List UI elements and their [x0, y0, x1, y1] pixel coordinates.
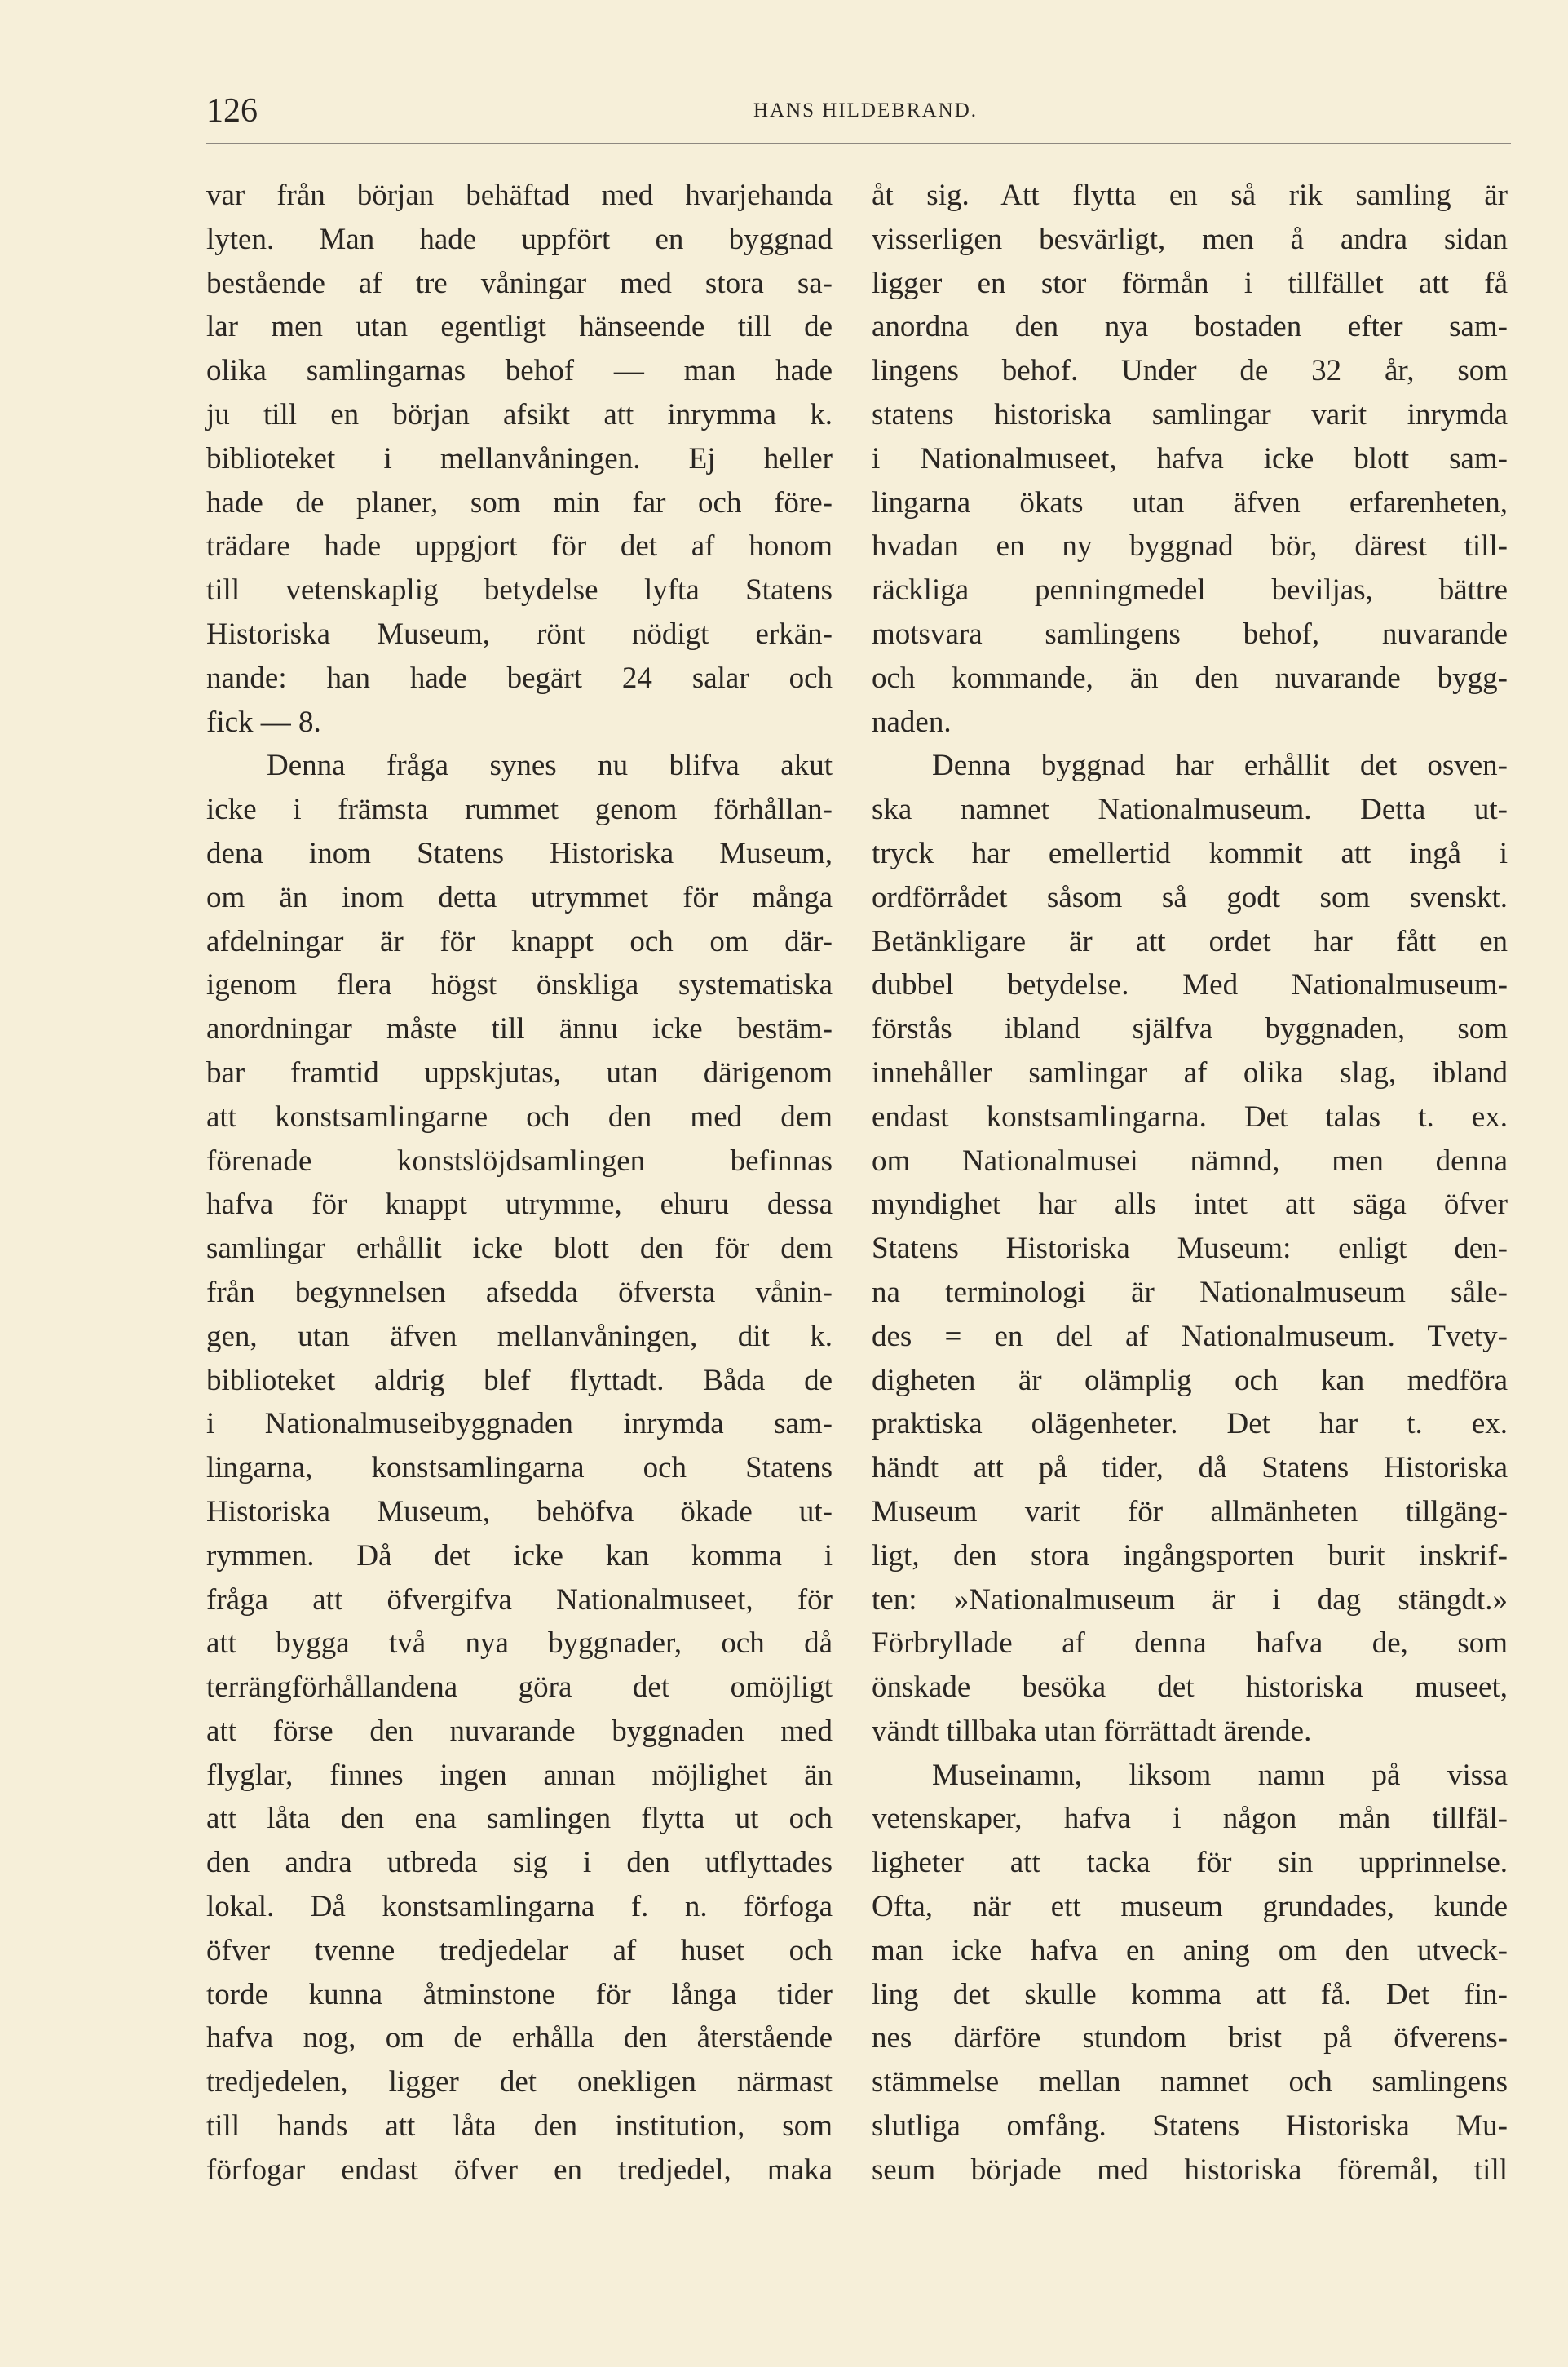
text-line: hvadan en ny byggnad bör, därest till- — [872, 529, 1508, 564]
text-line: i Nationalmuseibyggnaden inrymda sam- — [206, 1407, 833, 1441]
text-line: var från början behäftad med hvarjehanda — [206, 179, 833, 212]
text-line: rymmen. Då det icke kan komma i — [206, 1538, 833, 1573]
text-line: ling det skulle komma att få. Det fin- — [872, 1977, 1508, 2011]
text-line: förstås ibland själfva byggnaden, som — [872, 1012, 1508, 1046]
running-title: HANS HILDEBRAND. — [753, 100, 978, 122]
text-line: Museum varit för allmänheten tillgäng- — [872, 1494, 1508, 1529]
text-line: statens historiska samlingar varit inrymda — [872, 397, 1508, 431]
text-line: ska namnet Nationalmuseum. Detta ut- — [872, 793, 1508, 827]
text-line: att förse den nuvarande byggnaden med — [206, 1714, 833, 1748]
text-line: samlingar erhållit icke blott den för dem — [206, 1232, 833, 1266]
text-line: om än inom detta utrymmet för många — [206, 880, 833, 914]
text-line: digheten är olämplig och kan medföra — [872, 1363, 1508, 1397]
text-line: dubbel betydelse. Med Nationalmuseum- — [872, 968, 1508, 1002]
text-line: förenade konstslöjdsamlingen befinnas — [206, 1144, 833, 1178]
text-line: afdelningar är för knappt och om där- — [206, 924, 833, 958]
text-line: att konstsamlingarne och den med dem — [206, 1099, 833, 1134]
text-line: lingens behof. Under de 32 år, som — [872, 354, 1508, 388]
text-line: lokal. Då konstsamlingarna f. n. förfoga — [206, 1890, 833, 1924]
text-line: anordningar måste till ännu icke bestäm- — [206, 1012, 833, 1046]
text-line: åt sig. Att flytta en så rik samling är — [872, 179, 1508, 212]
text-line: lingarna ökats utan äfven erfarenheten, — [872, 485, 1508, 520]
text-line: ordförrådet såsom så godt som svenskt. — [872, 880, 1508, 914]
text-line: man icke hafva en aning om den utveck- — [872, 1933, 1508, 1967]
text-line: visserligen besvärligt, men å andra sidan — [872, 222, 1508, 256]
text-line: lingarna, konstsamlingarna och Statens — [206, 1451, 833, 1485]
text-line: seum började med historiska föremål, till — [872, 2152, 1508, 2187]
text-line: innehåller samlingar af olika slag, ibland — [872, 1055, 1508, 1090]
text-line: hafva nog, om de erhålla den återstående — [206, 2021, 833, 2055]
text-line: att låta den ena samlingen flytta ut och — [206, 1802, 833, 1836]
text-line: och kommande, än den nuvarande bygg- — [872, 661, 1508, 695]
text-line: i Nationalmuseet, hafva icke blott sam- — [872, 441, 1508, 476]
text-line: praktiska olägenheter. Det har t. ex. — [872, 1407, 1508, 1441]
text-line: önskade besöka det historiska museet, — [872, 1670, 1508, 1705]
text-line: myndighet har alls intet att säga öfver — [872, 1188, 1508, 1222]
text-line: fråga att öfvergifva Nationalmuseet, för — [206, 1582, 833, 1617]
text-line: händt att på tider, då Statens Historiska — [872, 1451, 1508, 1485]
text-line: den andra utbreda sig i den utflyttades — [206, 1846, 833, 1880]
text-line: stämmelse mellan namnet och samlingens — [872, 2065, 1508, 2099]
text-line: hafva för knappt utrymme, ehuru dessa — [206, 1188, 833, 1222]
text-line: Historiska Museum, rönt nödigt erkän- — [206, 617, 833, 651]
text-line: terrängförhållandena göra det omöjligt — [206, 1670, 833, 1705]
text-line: till hands att låta den institution, som — [206, 2109, 833, 2144]
text-line: ligger en stor förmån i tillfället att få — [872, 266, 1508, 300]
text-line: biblioteket i mellanvåningen. Ej heller — [206, 441, 833, 476]
text-line: motsvara samlingens behof, nuvarande — [872, 617, 1508, 651]
text-line: gen, utan äfven mellanvåningen, dit k. — [206, 1319, 833, 1353]
page-number: 126 — [206, 92, 258, 130]
text-line: räckliga penningmedel beviljas, bättre — [872, 573, 1508, 608]
text-line: Museinamn, liksom namn på vissa — [932, 1758, 1508, 1792]
text-line: nande: han hade begärt 24 salar och — [206, 661, 833, 695]
text-line: lyten. Man hade uppfört en byggnad — [206, 222, 833, 256]
text-line: endast konstsamlingarna. Det talas t. ex. — [872, 1099, 1508, 1134]
text-line: trädare hade uppgjort för det af honom — [206, 529, 833, 564]
text-line: ju till en början afsikt att inrymma k. — [206, 397, 833, 431]
text-line: från begynnelsen afsedda öfversta vånin- — [206, 1275, 833, 1309]
text-line: tredjedelen, ligger det onekligen närmast — [206, 2065, 833, 2099]
text-line: Historiska Museum, behöfva ökade ut- — [206, 1494, 833, 1529]
text-line: torde kunna åtminstone för långa tider — [206, 1977, 833, 2011]
text-line: vetenskaper, hafva i någon mån tillfäl- — [872, 1802, 1508, 1836]
text-line: olika samlingarnas behof — man hade — [206, 354, 833, 388]
text-line: na terminologi är Nationalmuseum såle- — [872, 1275, 1508, 1309]
text-line: Denna fråga synes nu blifva akut — [267, 749, 833, 783]
text-line: Statens Historiska Museum: enligt den- — [872, 1232, 1508, 1266]
text-line: fick — 8. — [206, 705, 321, 739]
text-line: bestående af tre våningar med stora sa- — [206, 266, 833, 300]
text-line: ligheter att tacka för sin upprinnelse. — [872, 1846, 1508, 1880]
text-line: Denna byggnad har erhållit det osven- — [932, 749, 1508, 783]
text-line: förfogar endast öfver en tredjedel, maka — [206, 2152, 833, 2187]
text-line: icke i främsta rummet genom förhållan- — [206, 793, 833, 827]
text-line: flyglar, finnes ingen annan möjlighet än — [206, 1758, 833, 1792]
text-line: nes därföre stundom brist på öfverens- — [872, 2021, 1508, 2055]
text-line: anordna den nya bostaden efter sam- — [872, 310, 1508, 344]
text-line: ligt, den stora ingångsporten burit inskrif- — [872, 1538, 1508, 1573]
text-line: Ofta, när ett museum grundades, kunde — [872, 1890, 1508, 1924]
text-line: des = en del af Nationalmuseum. Tvety- — [872, 1319, 1508, 1353]
text-line: biblioteket aldrig blef flyttadt. Båda de — [206, 1363, 833, 1397]
header-rule — [206, 143, 1511, 144]
text-line: vändt tillbaka utan förrättadt ärende. — [872, 1714, 1312, 1748]
text-line: tryck har emellertid kommit att ingå i — [872, 836, 1508, 870]
text-line: ten: »Nationalmuseum är i dag stängdt.» — [872, 1582, 1508, 1617]
text-line: igenom flera högst önskliga systematiska — [206, 968, 833, 1002]
text-line: Betänkligare är att ordet har fått en — [872, 924, 1508, 958]
text-line: att bygga två nya byggnader, och då — [206, 1626, 833, 1661]
text-line: lar men utan egentligt hänseende till de — [206, 310, 833, 344]
text-line: Förbryllade af denna hafva de, som — [872, 1626, 1508, 1661]
text-column-left — [206, 174, 833, 2192]
text-line: dena inom Statens Historiska Museum, — [206, 836, 833, 870]
text-line: om Nationalmusei nämnd, men denna — [872, 1144, 1508, 1178]
text-column-right — [872, 174, 1508, 2192]
text-line: öfver tvenne tredjedelar af huset och — [206, 1933, 833, 1967]
text-line: hade de planer, som min far och före- — [206, 485, 833, 520]
text-line: slutliga omfång. Statens Historiska Mu- — [872, 2109, 1508, 2144]
text-line: bar framtid uppskjutas, utan därigenom — [206, 1055, 833, 1090]
text-line: till vetenskaplig betydelse lyfta Statens — [206, 573, 833, 608]
text-line: naden. — [872, 705, 952, 739]
